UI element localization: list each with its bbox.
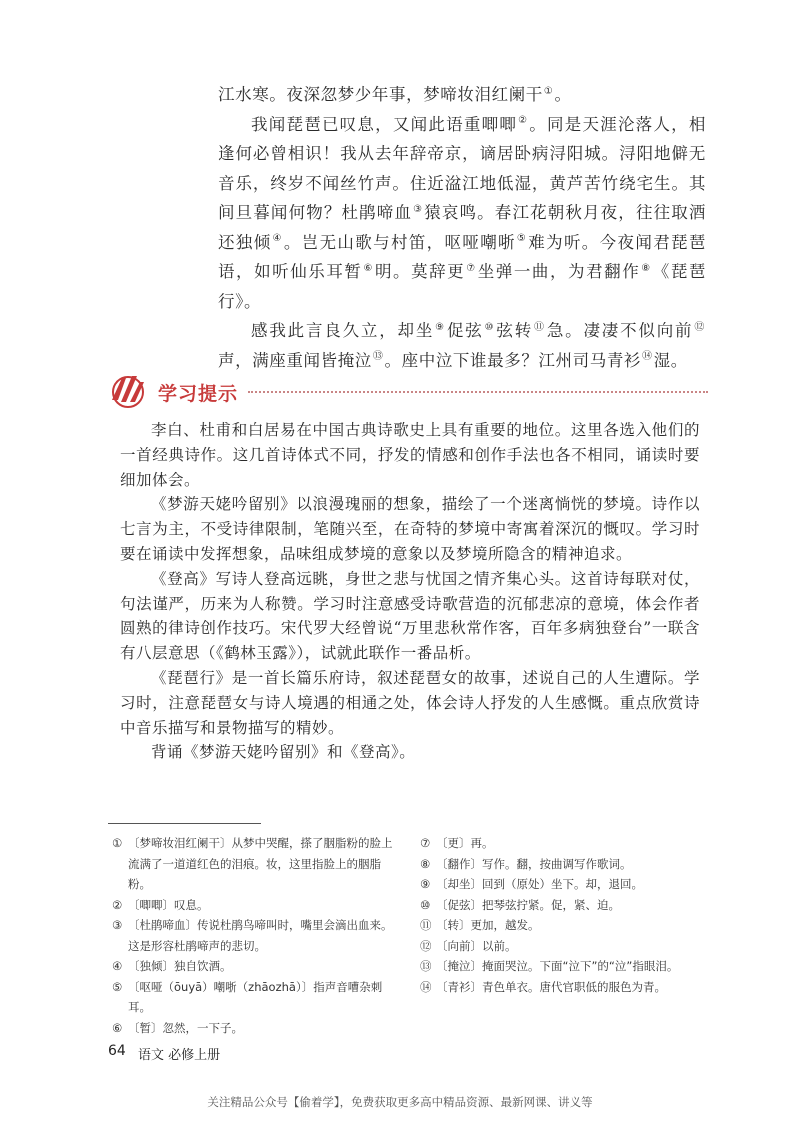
poem-text-run: 。岂无山歌与村笛，呕哑嘲哳 (283, 232, 516, 252)
footnote-number: ⑫ (420, 938, 432, 953)
footnote-ref[interactable]: ⑭ (642, 351, 653, 362)
footnote-text: 〔向前〕以前。 (436, 938, 517, 953)
poem-text-run: 猿哀鸣。春江花朝秋月夜，往往取酒还独倾 (218, 203, 706, 252)
footnote-item (112, 833, 402, 895)
footnote-item (420, 895, 710, 916)
footnote-separator (108, 823, 261, 824)
footnote-number: ⑬ (420, 959, 432, 973)
footnote-text: 〔呕哑（ōuyā）嘲哳（zhāozhā）〕指声音嘈杂刺耳。 (128, 979, 383, 1014)
footnote-ref[interactable]: ⑥ (363, 262, 374, 274)
footnote-item (112, 1018, 402, 1039)
footnotes-left-column (112, 833, 402, 1038)
poem-text-run: 。 (554, 85, 572, 104)
poem-text-run: 促弦 (446, 321, 484, 340)
poem-text-run: 我闻琵琶已叹息，又闻此语重唧唧 (251, 114, 518, 134)
poem-text-run: 江水寒。夜深忽梦少年事，梦啼妆泪红阑干 (218, 85, 543, 104)
poem-paragraph-1 (218, 80, 706, 110)
footnote-text: 〔梦啼妆泪红阑干〕从梦中哭醒，搽了胭脂粉的脸上流满了一道道红色的泪痕。妆，这里指脸上的胭脂粉。 (128, 836, 393, 891)
footnote-item (420, 833, 710, 854)
footnote-number: ⑤ (112, 979, 123, 994)
poem-text-run: 。同是天涯沦落人，相逢何必曾相识！我从去年辞帝京，谪居卧病浔阳城。浔阳地僻无音乐，终岁不闻丝竹声。住近湓江地低湿，黄芦苦竹绕宅生。其间旦暮闻何物？杜鹃啼血 (218, 114, 706, 222)
study-tips-header (108, 372, 708, 408)
footnotes-right-column (420, 833, 710, 997)
poem-text-run: 湿。 (653, 350, 688, 370)
footnote-text: 〔转〕更加，越发。 (436, 918, 540, 932)
footnote-number: ⑩ (420, 897, 431, 912)
poem-text-run: 。座中泣下谁最多？江州司马青衫 (384, 350, 642, 370)
footnote-item (112, 915, 402, 956)
footnote-item (112, 956, 402, 977)
footnote-text: 〔翻作〕写作。翻，按曲调写作歌词。 (436, 856, 632, 871)
study-tips-body (120, 418, 700, 765)
footnote-text: 〔暂〕忽然，一下子。 (128, 1020, 243, 1035)
footnote-number: ⑦ (420, 836, 431, 850)
footnote-text: 〔掩泣〕掩面哭泣。下面“泣下”的“泣”指眼泪。 (436, 959, 679, 973)
poem-paragraph-3 (218, 316, 706, 375)
footnote-text: 〔更〕再。 (436, 836, 494, 850)
tips-paragraph: 背诵《梦游天姥吟留别》和《登高》。 (151, 743, 416, 762)
tips-paragraph: 《琵琶行》是一首长篇乐府诗，叙述琵琶女的故事，述说自己的人生遭际。学习时，注意琵琶女与诗人境遇的相通之处，体会诗人抒发的人生感慨。重点欣赏诗中音乐描写和景物描写的精妙。 (120, 668, 700, 737)
footnote-ref[interactable]: ⑬ (372, 351, 384, 362)
dotted-divider (248, 391, 708, 393)
footnote-number: ⑧ (420, 856, 431, 871)
footnote-text: 〔杜鹃啼血〕传说杜鹃鸟啼叫时，嘴里会滴出血来。这是形容杜鹃啼声的悲切。 (128, 918, 393, 953)
footnote-number: ④ (112, 959, 123, 973)
promo-footer: 关注精品公众号【偷着学】，免费获取更多高中精品资源、最新网课、讲义等 (207, 1095, 593, 1109)
poem-text-run: 《琵琶行》。 (218, 262, 706, 311)
page-number: 64 (108, 1043, 126, 1059)
footnote-number: ⑪ (420, 918, 432, 932)
footnote-ref[interactable]: ⑤ (516, 233, 528, 244)
footnote-number: ⑥ (112, 1020, 123, 1035)
footnote-text: 〔唧唧〕叹息。 (128, 897, 209, 912)
footnote-ref[interactable]: ④ (272, 233, 283, 244)
footnote-ref[interactable]: ⑫ (694, 321, 705, 333)
footnote-text: 〔青衫〕青色单衣。唐代官职低的服色为青。 (436, 979, 666, 994)
footnote-item (420, 874, 710, 895)
footnote-ref[interactable]: ⑩ (484, 321, 496, 333)
poem-text-run: 声，满座重闻皆掩泣 (218, 350, 372, 370)
footnote-item (112, 895, 402, 916)
footnote-item (420, 956, 710, 977)
footnote-text: 〔独倾〕独自饮酒。 (128, 959, 232, 973)
footnote-ref[interactable]: ⑨ (435, 321, 446, 333)
poem-text-run: 明。莫辞更 (374, 262, 466, 281)
footnote-number: ① (112, 836, 123, 850)
footnote-ref[interactable]: ⑦ (466, 262, 477, 274)
footnote-text: 〔促弦〕把琴弦拧紧。促，紧、迫。 (436, 897, 620, 912)
tips-paragraph: 《梦游天姥吟留别》以浪漫瑰丽的想象，描绘了一个迷离惝恍的梦境。诗作以七言为主，不受诗律限制，笔随兴至，在奇特的梦境中寄寓着深沉的慨叹。学习时要在诵读中发挥想象，品味组成梦境的意象以及梦境所隐含的精神追求。 (120, 495, 700, 563)
poem-text-run: 感我此言良久立，却坐 (251, 321, 435, 340)
footnote-number: ③ (112, 918, 123, 932)
footnote-item (420, 977, 710, 998)
tips-paragraph: 李白、杜甫和白居易在中国古典诗歌史上具有重要的地位。这里各选入他们的一首经典诗作。这几首诗体式不同，抒发的情感和创作手法也各不相同，诵读时要细加体会。 (120, 421, 700, 489)
footnote-item (420, 936, 710, 957)
stacked-chevron-logo-icon (108, 372, 148, 408)
footnote-ref[interactable]: ② (518, 115, 529, 126)
footnote-number: ⑨ (420, 877, 431, 891)
footnote-number: ⑭ (420, 979, 432, 994)
poem-text-run: 难为听。今夜闻君琵琶语，如听仙乐耳暂 (218, 232, 706, 281)
poem-text-run: 弦转 (496, 321, 534, 340)
footnote-item (420, 915, 710, 936)
tips-paragraph: 《登高》写诗人登高远眺，身世之悲与忧国之情齐集心头。这首诗每联对仗，句法谨严，历来为人称赞。学习时注意感受诗歌营造的沉郁悲凉的意境，体会作者圆熟的律诗创作技巧。宋代罗大经曾说“万里悲秋常作客，百年多病独登台”一联含有八层意思（《鹤林玉露》），试就此联作一番品析。 (120, 569, 700, 663)
footnote-ref[interactable]: ⑧ (641, 262, 652, 274)
footnote-item (112, 977, 402, 1018)
footnote-ref[interactable]: ① (543, 85, 554, 97)
poem-text (218, 80, 706, 375)
footnote-ref[interactable]: ③ (413, 203, 424, 215)
footnote-item (420, 854, 710, 875)
study-tips-title: 学习提示 (158, 383, 239, 405)
poem-text-run: 急。凄凄不似向前 (546, 321, 694, 340)
poem-text-run: 坐弹一曲，为君翻作 (477, 262, 641, 281)
footnote-ref[interactable]: ⑪ (534, 321, 546, 333)
book-title: 语文 必修上册 (138, 1048, 221, 1063)
poem-paragraph-2 (218, 110, 706, 317)
footnote-text: 〔却坐〕回到（原处）坐下。却，退回。 (436, 877, 643, 891)
footnote-number: ② (112, 897, 123, 912)
